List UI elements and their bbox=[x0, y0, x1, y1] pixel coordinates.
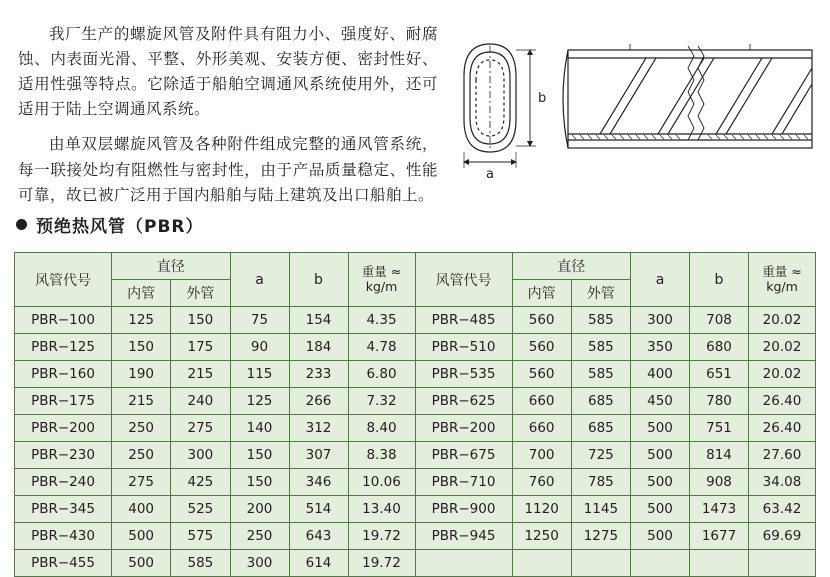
table-row bbox=[15, 469, 816, 496]
cell-inner-left: 190 bbox=[112, 361, 171, 388]
cell-outer-left: 275 bbox=[171, 415, 230, 442]
cell-code-left: PBR−125 bbox=[15, 334, 112, 361]
cell-b-right: 751 bbox=[690, 415, 749, 442]
header-diameter-right: 直径 bbox=[512, 253, 631, 280]
cell-code-right: PBR−510 bbox=[415, 334, 512, 361]
cell-outer-left: 240 bbox=[171, 388, 230, 415]
cell-weight-right: 34.08 bbox=[749, 469, 816, 496]
cell-a-right: 450 bbox=[631, 388, 690, 415]
cell-weight-left: 8.40 bbox=[348, 415, 415, 442]
header-a-right: a bbox=[631, 253, 690, 307]
header-weight-right-line2: kg/m bbox=[766, 278, 798, 294]
cell-code-left: PBR−175 bbox=[15, 388, 112, 415]
cell-weight-right: 26.40 bbox=[749, 415, 816, 442]
cell-weight-right bbox=[749, 550, 816, 577]
header-inner-left: 内管 bbox=[112, 280, 171, 307]
cell-outer-left: 175 bbox=[171, 334, 230, 361]
header-b-left: b bbox=[289, 253, 348, 307]
cell-code-left: PBR−345 bbox=[15, 496, 112, 523]
cell-b-right: 908 bbox=[690, 469, 749, 496]
cell-a-left: 250 bbox=[230, 523, 289, 550]
header-a-left: a bbox=[230, 253, 289, 307]
cell-inner-left: 500 bbox=[112, 523, 171, 550]
table-row bbox=[15, 442, 816, 469]
cell-inner-right: 560 bbox=[512, 334, 571, 361]
cell-code-left: PBR−160 bbox=[15, 361, 112, 388]
cell-a-left: 75 bbox=[230, 307, 289, 334]
cell-b-left: 233 bbox=[289, 361, 348, 388]
cell-inner-left: 125 bbox=[112, 307, 171, 334]
table-row bbox=[15, 307, 816, 334]
header-weight-right bbox=[749, 253, 816, 307]
cell-outer-right: 585 bbox=[571, 334, 630, 361]
table-row bbox=[15, 388, 816, 415]
cell-code-right: PBR−200 bbox=[415, 415, 512, 442]
bullet-dot-icon bbox=[16, 219, 27, 230]
table-row bbox=[15, 361, 816, 388]
cell-weight-right: 20.02 bbox=[749, 361, 816, 388]
cell-outer-left: 215 bbox=[171, 361, 230, 388]
header-b-right: b bbox=[690, 253, 749, 307]
header-weight-right-line1: 重量 ≈ bbox=[762, 264, 802, 280]
table-row bbox=[15, 415, 816, 442]
cell-outer-right: 585 bbox=[571, 361, 630, 388]
cell-inner-left: 250 bbox=[112, 415, 171, 442]
pbr-spec-table bbox=[14, 252, 816, 577]
cell-inner-right: 560 bbox=[512, 361, 571, 388]
table-row bbox=[15, 334, 816, 361]
figure-label-b: b bbox=[538, 91, 547, 106]
cell-outer-left: 575 bbox=[171, 523, 230, 550]
cell-code-right: PBR−710 bbox=[415, 469, 512, 496]
cell-outer-right bbox=[571, 550, 630, 577]
cell-weight-right: 20.02 bbox=[749, 334, 816, 361]
intro-text-block bbox=[18, 22, 438, 218]
cell-a-left: 150 bbox=[230, 469, 289, 496]
cell-weight-left: 7.32 bbox=[348, 388, 415, 415]
cell-inner-right: 560 bbox=[512, 307, 571, 334]
cell-a-right: 500 bbox=[631, 496, 690, 523]
cell-b-left: 154 bbox=[289, 307, 348, 334]
header-weight-left-line2: kg/m bbox=[365, 278, 398, 294]
cell-b-left: 514 bbox=[289, 496, 348, 523]
table-row bbox=[15, 496, 816, 523]
cell-weight-left: 4.35 bbox=[348, 307, 415, 334]
cell-inner-left: 150 bbox=[112, 334, 171, 361]
header-code-left: 风管代号 bbox=[15, 253, 112, 307]
cell-weight-right: 69.69 bbox=[749, 523, 816, 550]
section-title: 预绝热风管（PBR） bbox=[36, 217, 204, 237]
table-body bbox=[15, 307, 816, 577]
cell-weight-right: 27.60 bbox=[749, 442, 816, 469]
cell-b-right: 680 bbox=[690, 334, 749, 361]
intro-paragraph-1: 我厂生产的螺旋风管及附件具有阻力小、强度好、耐腐蚀、内表面光滑、平整、外形美观、安装方便、密封性好、适用性强等特点。它除适于船舶空调通风系统使用外，还可适用于陆上空调通风系统。 bbox=[18, 25, 438, 119]
header-weight-left bbox=[348, 253, 415, 307]
cell-a-left: 300 bbox=[230, 550, 289, 577]
cell-code-right: PBR−945 bbox=[415, 523, 512, 550]
header-row-1 bbox=[15, 253, 816, 280]
cell-inner-left: 215 bbox=[112, 388, 171, 415]
cell-code-right bbox=[415, 550, 512, 577]
cell-b-left: 307 bbox=[289, 442, 348, 469]
spec-table-wrapper bbox=[14, 252, 816, 577]
header-outer-right: 外管 bbox=[571, 280, 630, 307]
cell-inner-left: 250 bbox=[112, 442, 171, 469]
cell-b-left: 184 bbox=[289, 334, 348, 361]
cell-a-right: 300 bbox=[631, 307, 690, 334]
header-outer-left: 外管 bbox=[171, 280, 230, 307]
table-header bbox=[15, 253, 816, 307]
cell-a-right: 500 bbox=[631, 442, 690, 469]
intro-paragraph-2: 由单双层螺旋风管及各种附件组成完整的通风管系统，每一联接处均有阻燃性与密封性，由于产品质量稳定、性能可靠，故已被广泛用于国内船舶与陆上建筑及出口船舶上。 bbox=[18, 135, 438, 204]
cell-outer-left: 585 bbox=[171, 550, 230, 577]
cell-code-right: PBR−485 bbox=[415, 307, 512, 334]
cell-inner-right: 700 bbox=[512, 442, 571, 469]
cell-a-left: 150 bbox=[230, 442, 289, 469]
cell-inner-right bbox=[512, 550, 571, 577]
section-heading bbox=[16, 212, 204, 237]
header-weight-left-line1: 重量 ≈ bbox=[361, 264, 402, 280]
cell-inner-right: 1250 bbox=[512, 523, 571, 550]
cell-outer-right: 725 bbox=[571, 442, 630, 469]
cell-code-left: PBR−455 bbox=[15, 550, 112, 577]
cell-outer-right: 685 bbox=[571, 388, 630, 415]
cell-code-left: PBR−230 bbox=[15, 442, 112, 469]
cell-inner-left: 275 bbox=[112, 469, 171, 496]
cell-outer-right: 1275 bbox=[571, 523, 630, 550]
cell-b-right: 780 bbox=[690, 388, 749, 415]
cell-a-right bbox=[631, 550, 690, 577]
cell-weight-left: 6.80 bbox=[348, 361, 415, 388]
cell-b-left: 312 bbox=[289, 415, 348, 442]
cell-a-right: 500 bbox=[631, 469, 690, 496]
table-row bbox=[15, 550, 816, 577]
cell-b-left: 266 bbox=[289, 388, 348, 415]
cell-a-left: 125 bbox=[230, 388, 289, 415]
cell-weight-right: 26.40 bbox=[749, 388, 816, 415]
cell-a-right: 400 bbox=[631, 361, 690, 388]
cell-weight-left: 8.38 bbox=[348, 442, 415, 469]
cell-b-left: 614 bbox=[289, 550, 348, 577]
cell-code-right: PBR−675 bbox=[415, 442, 512, 469]
cell-weight-left: 13.40 bbox=[348, 496, 415, 523]
cell-b-right: 1473 bbox=[690, 496, 749, 523]
cell-b-left: 346 bbox=[289, 469, 348, 496]
cell-code-left: PBR−430 bbox=[15, 523, 112, 550]
cell-a-left: 90 bbox=[230, 334, 289, 361]
cell-code-right: PBR−535 bbox=[415, 361, 512, 388]
cell-b-right: 651 bbox=[690, 361, 749, 388]
spiral-duct-figure bbox=[450, 22, 820, 182]
cell-inner-right: 1120 bbox=[512, 496, 571, 523]
cell-inner-right: 660 bbox=[512, 388, 571, 415]
cell-inner-left: 400 bbox=[112, 496, 171, 523]
header-inner-right: 内管 bbox=[512, 280, 571, 307]
cell-weight-right: 20.02 bbox=[749, 307, 816, 334]
cell-code-right: PBR−900 bbox=[415, 496, 512, 523]
cell-weight-right: 63.42 bbox=[749, 496, 816, 523]
cell-code-left: PBR−100 bbox=[15, 307, 112, 334]
cell-weight-left: 10.06 bbox=[348, 469, 415, 496]
cell-a-left: 200 bbox=[230, 496, 289, 523]
cell-a-right: 500 bbox=[631, 523, 690, 550]
cell-outer-right: 685 bbox=[571, 415, 630, 442]
cell-b-right: 814 bbox=[690, 442, 749, 469]
cell-weight-left: 4.78 bbox=[348, 334, 415, 361]
cell-a-right: 350 bbox=[631, 334, 690, 361]
cell-a-right: 500 bbox=[631, 415, 690, 442]
cell-code-left: PBR−240 bbox=[15, 469, 112, 496]
table-row bbox=[15, 523, 816, 550]
duct-drawing-svg bbox=[450, 22, 820, 182]
cell-code-left: PBR−200 bbox=[15, 415, 112, 442]
cell-b-left: 643 bbox=[289, 523, 348, 550]
cell-outer-right: 585 bbox=[571, 307, 630, 334]
cell-outer-left: 425 bbox=[171, 469, 230, 496]
cell-outer-right: 785 bbox=[571, 469, 630, 496]
cell-outer-right: 1145 bbox=[571, 496, 630, 523]
header-diameter-left: 直径 bbox=[112, 253, 231, 280]
cell-b-right: 708 bbox=[690, 307, 749, 334]
cell-weight-left: 19.72 bbox=[348, 523, 415, 550]
cell-outer-left: 525 bbox=[171, 496, 230, 523]
cell-a-left: 140 bbox=[230, 415, 289, 442]
cell-inner-right: 760 bbox=[512, 469, 571, 496]
cell-outer-left: 300 bbox=[171, 442, 230, 469]
cell-a-left: 115 bbox=[230, 361, 289, 388]
cell-code-right: PBR−625 bbox=[415, 388, 512, 415]
figure-label-a: a bbox=[486, 167, 494, 182]
cell-inner-left: 500 bbox=[112, 550, 171, 577]
cell-b-right bbox=[690, 550, 749, 577]
cell-b-right: 1677 bbox=[690, 523, 749, 550]
cell-inner-right: 660 bbox=[512, 415, 571, 442]
cell-outer-left: 150 bbox=[171, 307, 230, 334]
header-code-right: 风管代号 bbox=[415, 253, 512, 307]
cell-weight-left: 19.72 bbox=[348, 550, 415, 577]
